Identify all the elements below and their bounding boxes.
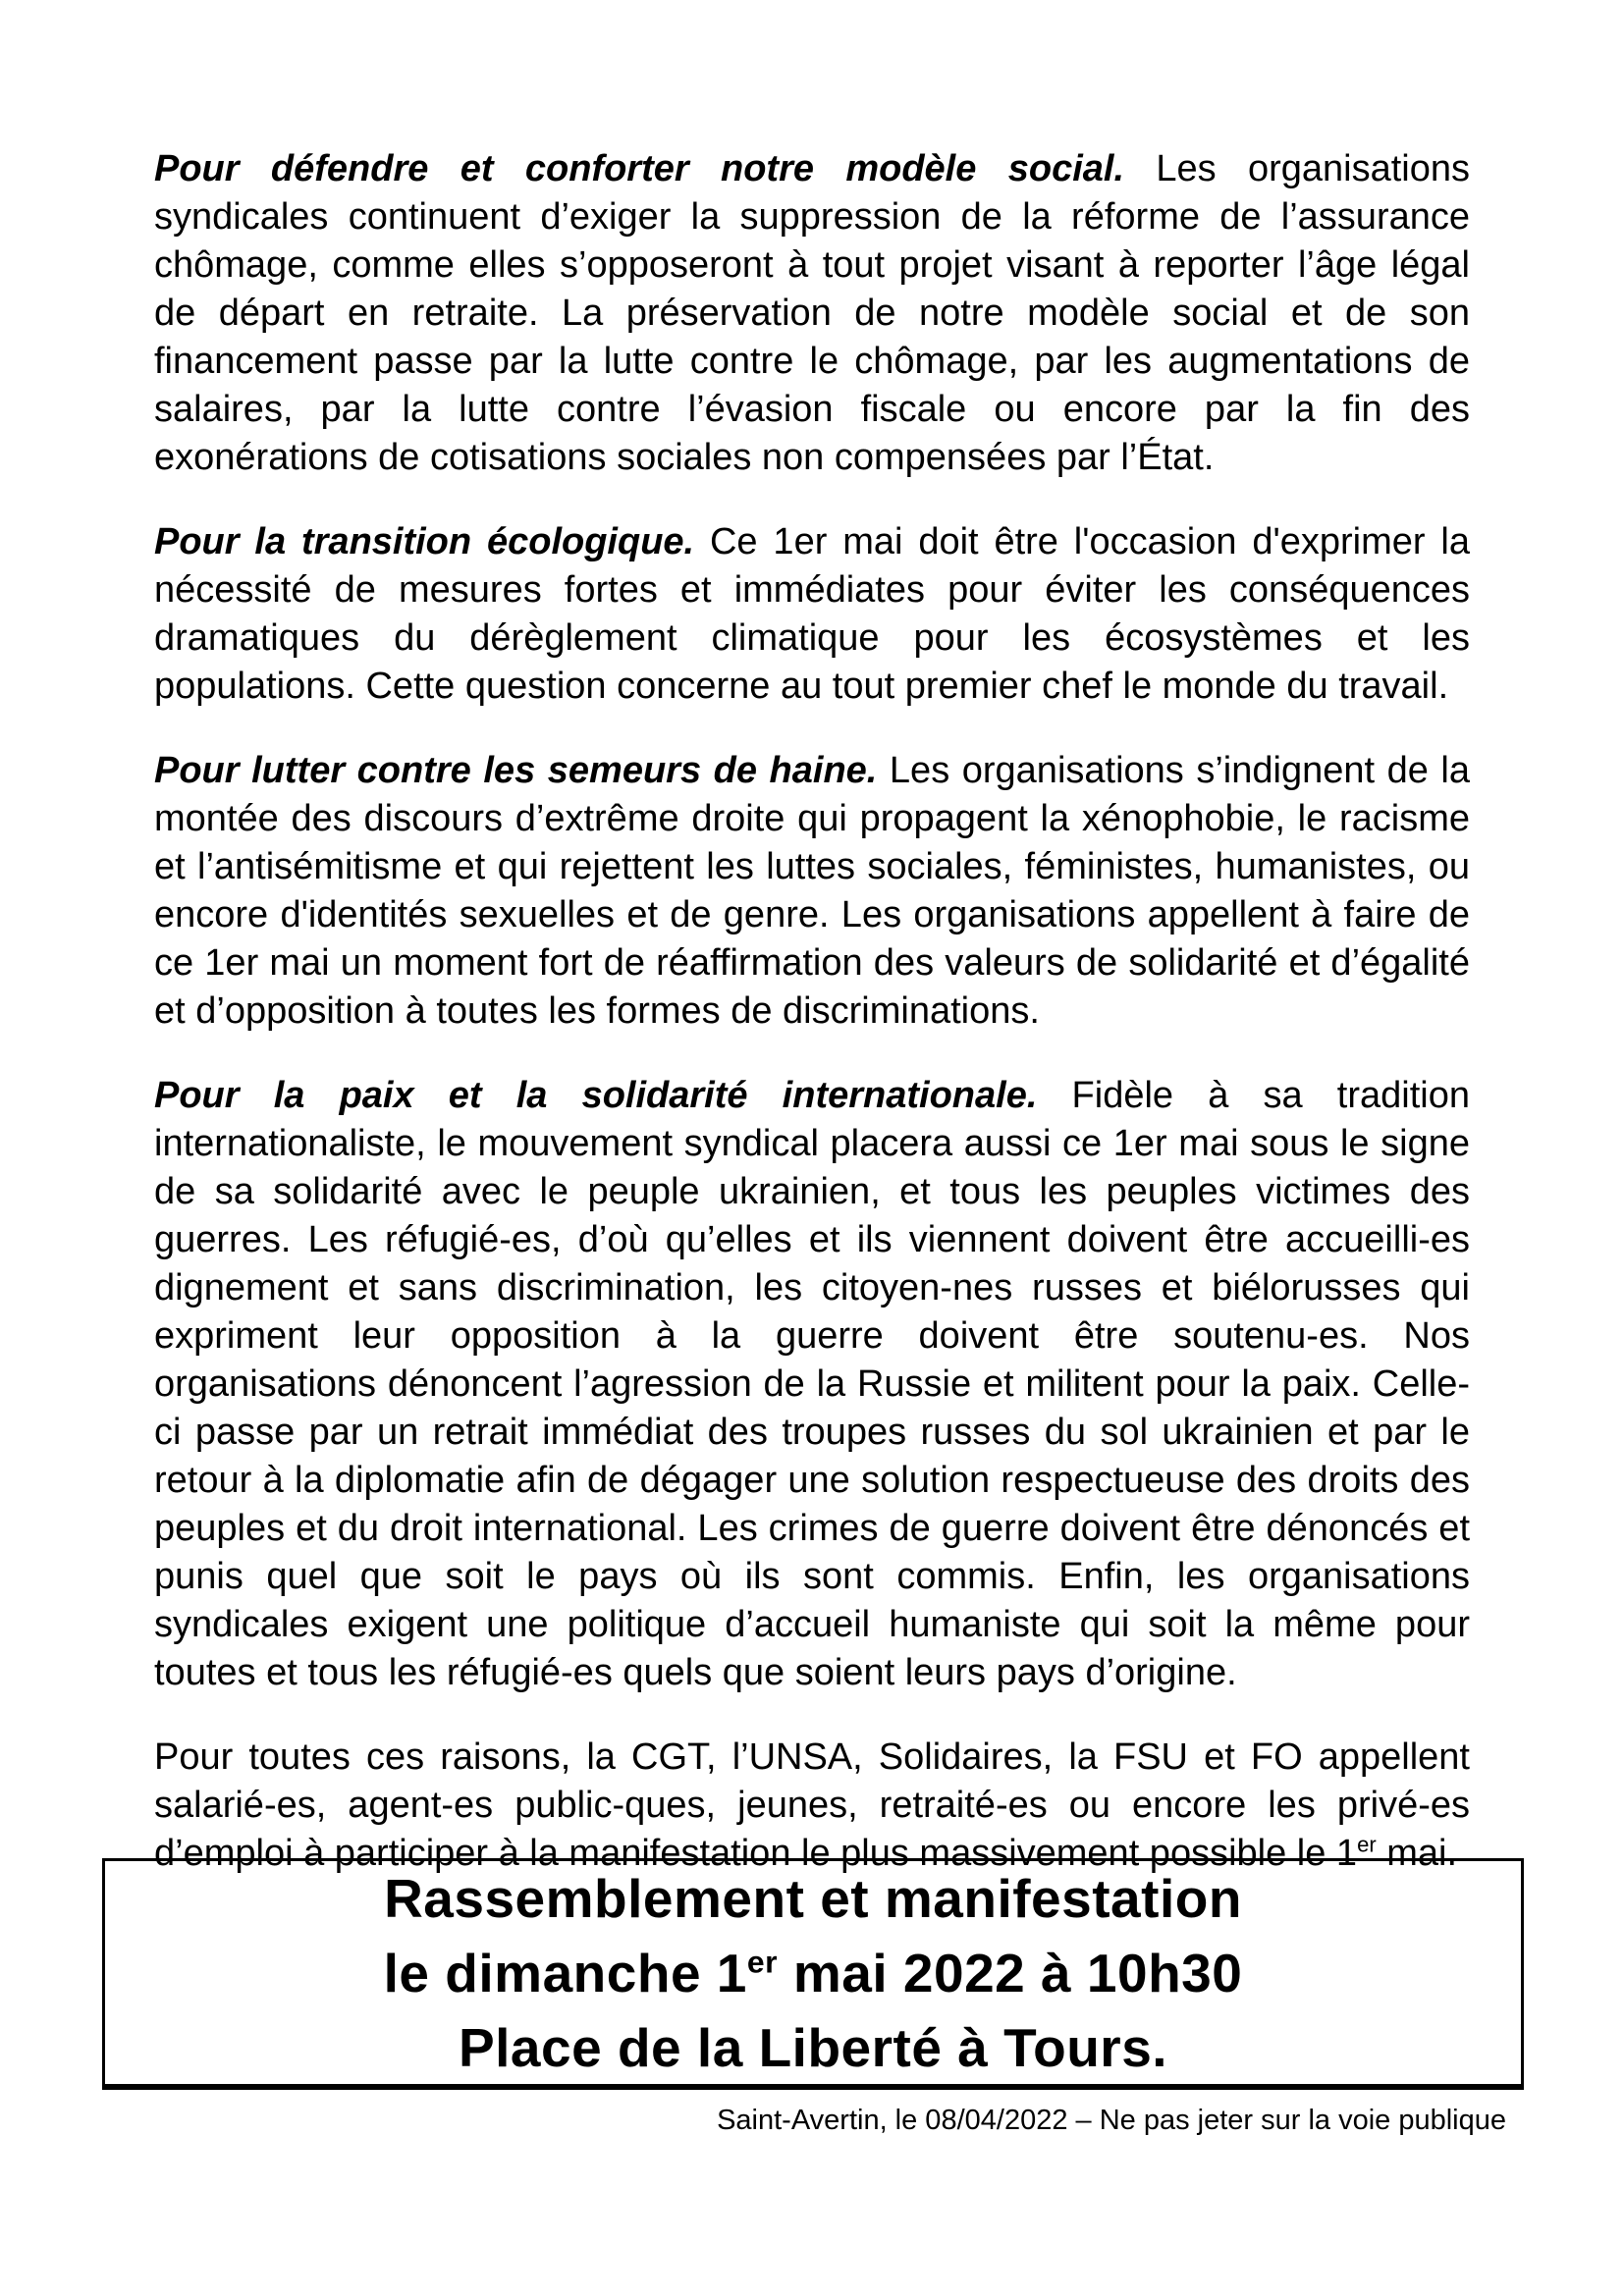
announcement-line-date xyxy=(384,1936,1243,2010)
ordinal-superscript: er xyxy=(746,1944,779,1980)
footer-note: Saint-Avertin, le 08/04/2022 – Ne pas jeter sur la voie publique xyxy=(717,2105,1506,2136)
paragraph-ecology xyxy=(154,518,1470,711)
paragraph-against-hate xyxy=(154,747,1470,1036)
paragraph-lead: Pour la transition écologique. xyxy=(154,521,710,562)
announcement-date-text: le dimanche 1 xyxy=(383,1942,747,2003)
paragraph-text: Les organisations s’indignent de la montée des discours d’extrême droite qui propagent la xénophobie, le racisme et l’antisémitisme et qui rejettent les luttes sociales, féministes, humanistes, ou encore d'identités sexuelles et de genre. Les organisations appellent à faire de ce 1er mai un moment fort de réaffirmation des valeurs de solidarité et d’égalité et d’opposition à toutes les formes de discriminations. xyxy=(154,750,1470,1032)
document-body xyxy=(154,145,1470,1914)
announcement-box xyxy=(102,1858,1524,2090)
paragraph-text: Les organisations syndicales continuent d’exiger la suppression de la réforme de l’assurance chômage, comme elles s’opposeront à tout projet visant à reporter l’âge légal de départ en retraite. La préservation de notre modèle social et de son financement passe par la lutte contre le chômage, par les augmentations de salaires, par la lutte contre l’évasion fiscale ou encore par la fin des exonérations de cotisations sociales non compensées par l’État. xyxy=(154,148,1471,478)
paragraph-text: Pour toutes ces raisons, la CGT, l’UNSA, Solidaires, la FSU et FO appellent salarié-es, agent-es public-ques, jeunes, retraité-es ou encore les privé-es d’emploi à participer à la manifestation le plus massivement possible le 1 xyxy=(154,1736,1470,1874)
paragraph-lead: Pour défendre et conforter notre modèle social. xyxy=(154,148,1157,189)
paragraph-social-model xyxy=(154,145,1470,482)
paragraph-text: mai. xyxy=(1376,1833,1458,1874)
paragraph-peace-solidarity xyxy=(154,1072,1470,1697)
paragraph-text: Ce 1er mai doit être l'occasion d'exprimer la nécessité de mesures fortes et immédiates pour éviter les conséquences dramatiques du dérèglement climatique pour les écosystèmes et les populations. Cette question concerne au tout premier chef le monde du travail. xyxy=(154,521,1470,707)
paragraph-lead: Pour lutter contre les semeurs de haine. xyxy=(154,750,890,791)
announcement-line-place: Place de la Liberté à Tours. xyxy=(458,2016,1168,2078)
paragraph-text: Fidèle à sa tradition internationaliste, le mouvement syndical placera aussi ce 1er mai sous le signe de sa solidarité avec le peuple ukrainien, et tous les peuples victimes des guerres. Les réfugié-es, d’où qu’elles et ils viennent doivent être accueilli-es dignement et sans discrimination, les citoyen-nes russes et biélorusses qui expriment leur opposition à la guerre doivent être soutenu-es. Nos organisations dénoncent l’agression de la Russie et militent pour la paix. Celle-ci passe par un retrait immédiat des troupes russes du sol ukrainien et par le retour à la diplomatie afin de dégager une solution respectueuse des droits des peuples et du droit international. Les crimes de guerre doivent être dénoncés et punis quel que soit le pays où ils sont commis. Enfin, les organisations syndicales exigent une politique d’accueil humaniste qui soit la même pour toutes et tous les réfugié-es quels que soient leurs pays d’origine. xyxy=(154,1075,1470,1693)
announcement-line-title: Rassemblement et manifestation xyxy=(384,1867,1242,1929)
announcement-date-text: mai 2022 à 10h30 xyxy=(778,1942,1243,2003)
paragraph-lead: Pour la paix et la solidarité internationale. xyxy=(154,1075,1072,1116)
ordinal-superscript: er xyxy=(1357,1832,1377,1857)
paragraph-call-to-action xyxy=(154,1734,1470,1878)
